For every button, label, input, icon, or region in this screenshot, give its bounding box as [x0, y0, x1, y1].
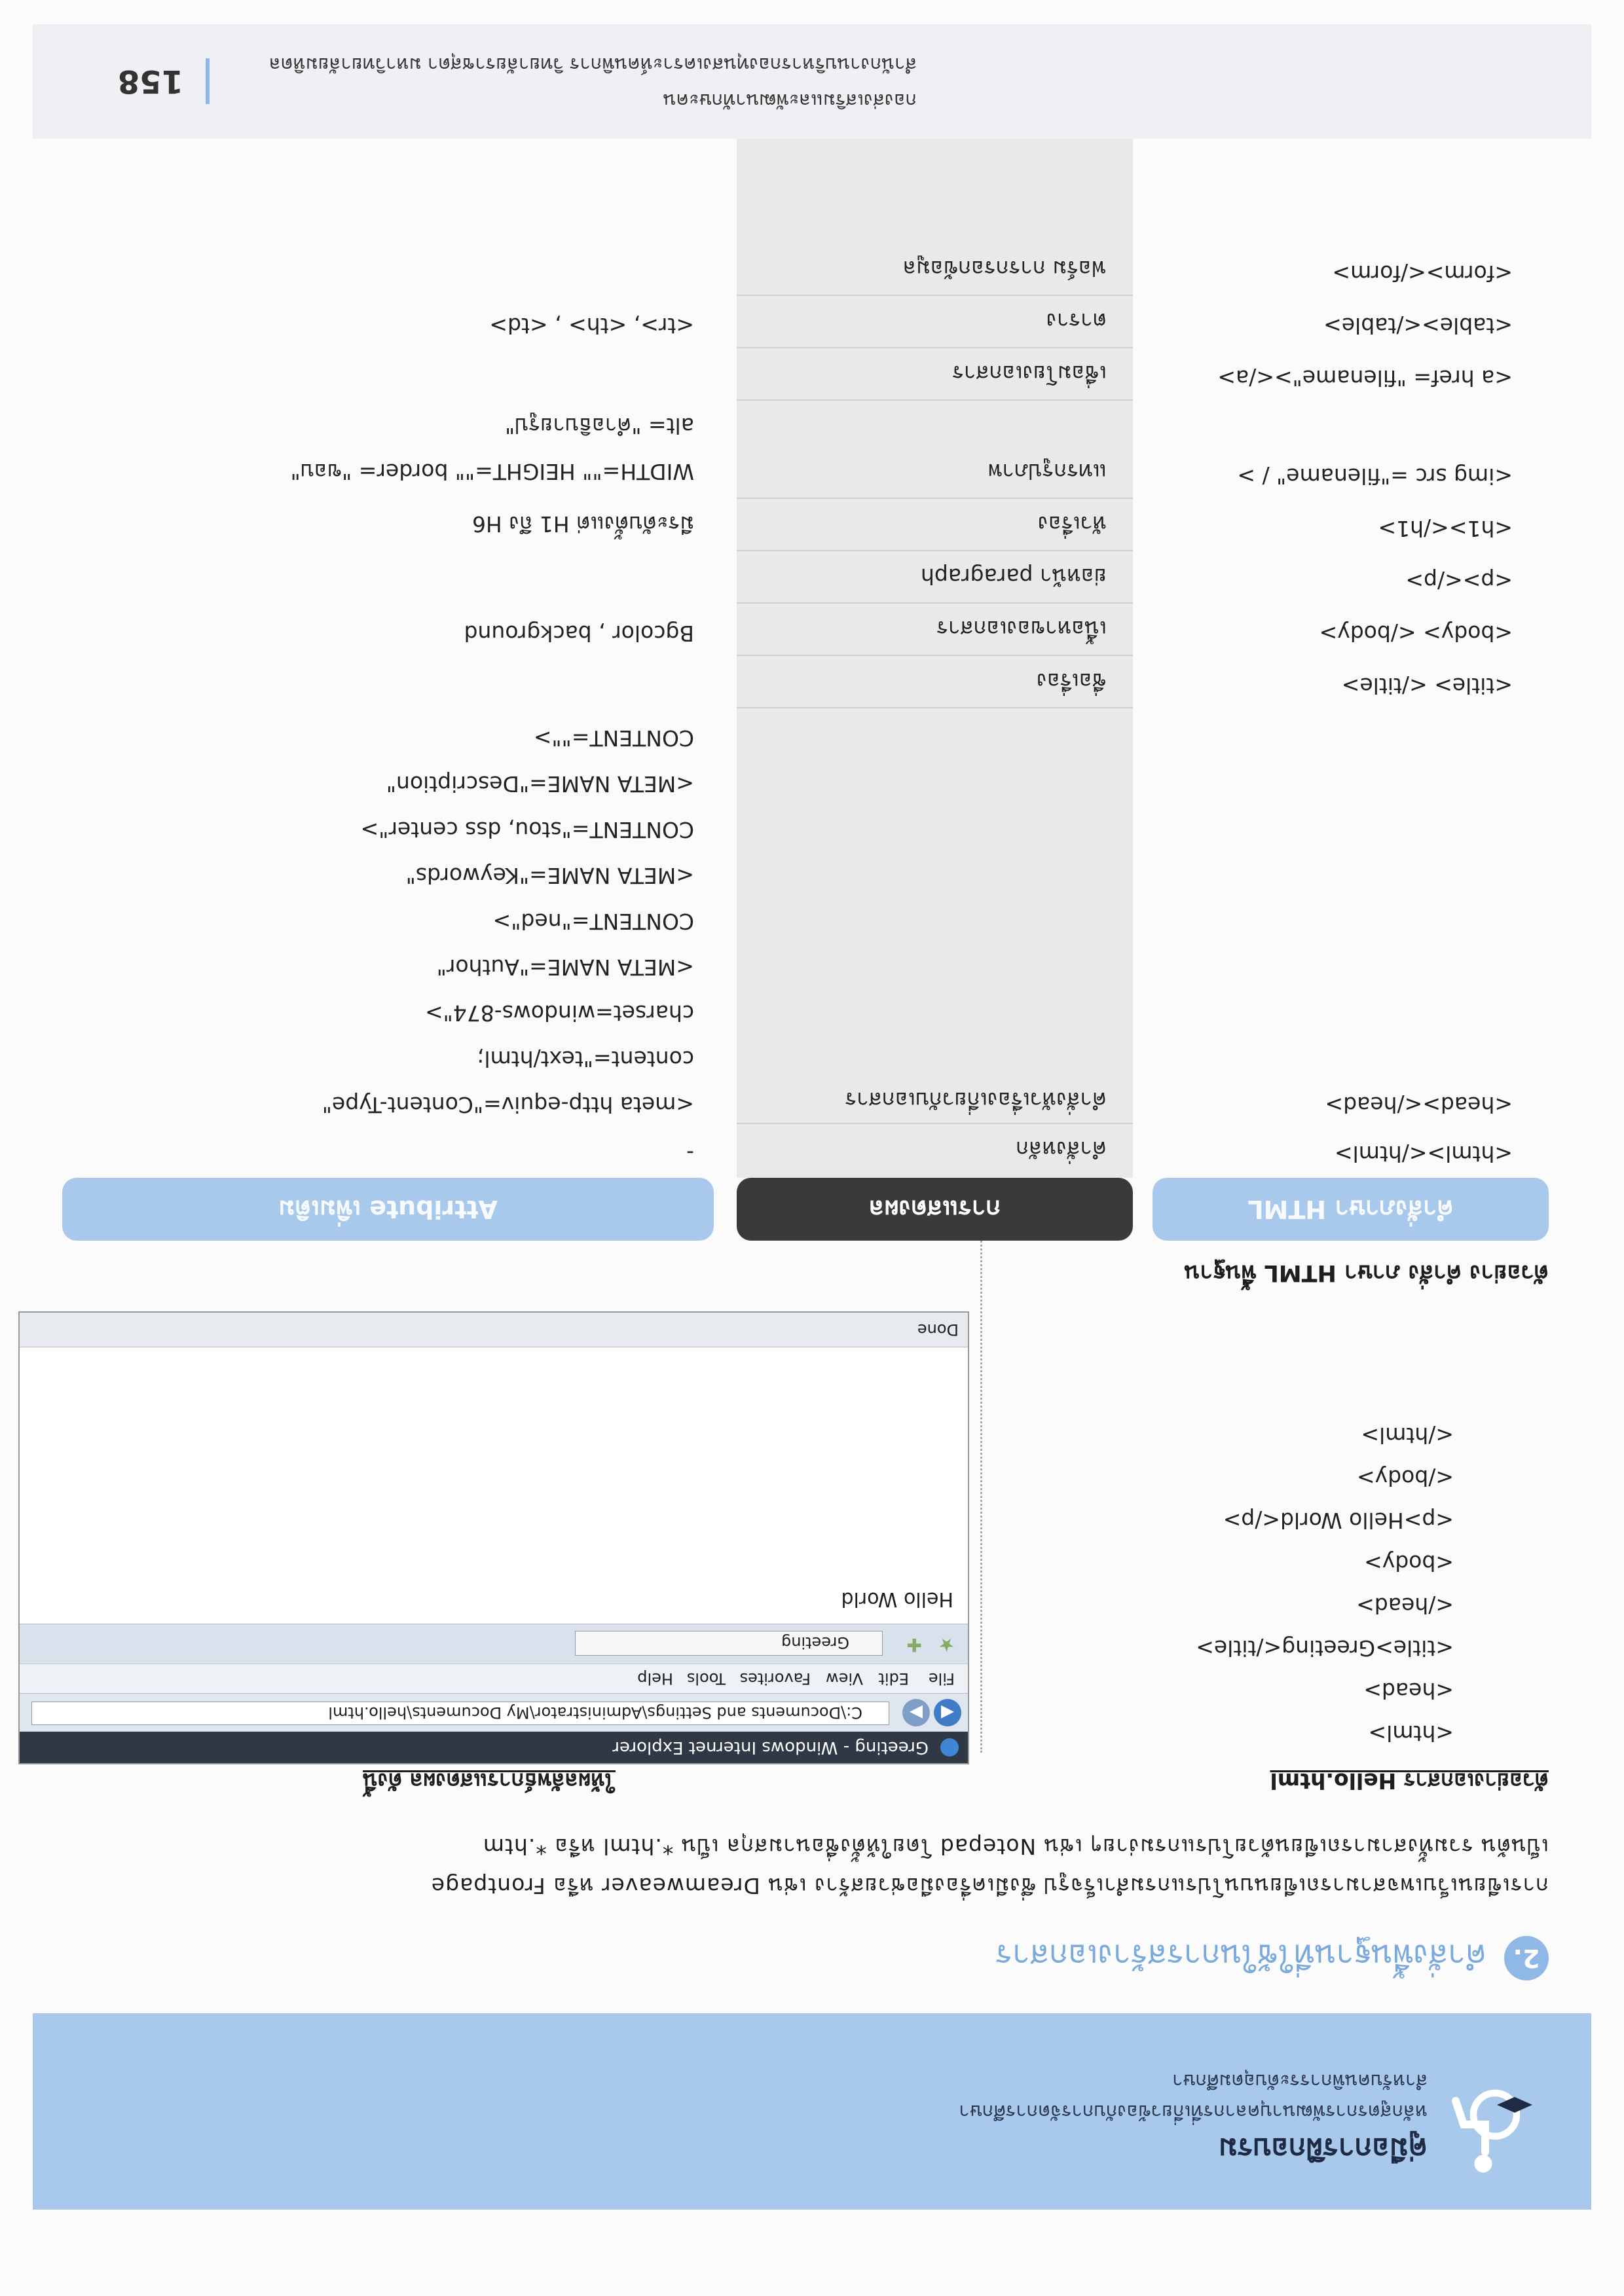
- code-line: <p>Hello World</p>: [1223, 1508, 1454, 1533]
- table-cell-attribute: <tr>, <th> , <td>: [489, 313, 694, 338]
- menu-file[interactable]: File: [928, 1669, 955, 1688]
- address-row: [20, 1693, 968, 1732]
- footer-org-line: กองส่งเสริมและพัฒนาทักษะคน: [663, 90, 917, 112]
- table-cell-command: <form></form>: [1332, 261, 1513, 286]
- table-cell-command: <head></head>: [1325, 1092, 1513, 1118]
- header-attribute: Attribute เพิ่มเติม: [62, 1178, 714, 1241]
- code-line: </head>: [1356, 1593, 1454, 1618]
- table-title: ตัวอย่าง คำสั่ง ภาษา HTML พื้นฐาน: [1184, 1260, 1549, 1286]
- window-title: Greeting - Windows Internet Explorer: [612, 1738, 929, 1757]
- table-cell-attribute: <META NAME="Author": [436, 955, 694, 980]
- code-line: <html>: [1368, 1721, 1454, 1746]
- wheelchair-graduate-icon: [1444, 2083, 1542, 2181]
- footer-accent-bar: [206, 58, 210, 104]
- table-cell-attribute: Bgcolor , background: [464, 621, 694, 646]
- header-html-command: คำสั่งภาษา HTML: [1153, 1178, 1549, 1241]
- browser-title-bar: [20, 1732, 968, 1763]
- display-column-background: [737, 137, 1133, 1178]
- add-favorite-icon[interactable]: ✚: [906, 1634, 922, 1656]
- status-text: Done: [917, 1321, 959, 1339]
- audience-line: สำหรับคนพิการระดับอุดมศึกษา: [1172, 2070, 1428, 2092]
- menu-edit[interactable]: Edit: [878, 1669, 909, 1688]
- favorites-star-icon[interactable]: ★: [938, 1634, 955, 1656]
- table-cell-display: ตาราง: [1046, 308, 1107, 334]
- table-cell-command: <html></html>: [1334, 1141, 1513, 1167]
- table-cell-command: <title> </title>: [1341, 673, 1513, 699]
- browser-content: [20, 1349, 968, 1624]
- table-cell-attribute: -: [686, 1141, 694, 1167]
- intro-paragraph-line: เป็นต้น รวมทั้งสามารถเขียนด้วยโปรแกรมง่ายๆ เช่น Notepad โดยให้ตั้งชื่อนามสกุล เป็น *.html หรือ *.htm: [482, 1834, 1549, 1859]
- browser-window-screenshot: [18, 1311, 969, 1764]
- menu-help[interactable]: Help: [637, 1669, 673, 1688]
- table-cell-display: แทรกรูปภาพ: [987, 459, 1107, 484]
- row-divider: [737, 295, 1133, 296]
- code-line: </body>: [1356, 1465, 1454, 1491]
- section-number-badge: 2.: [1504, 1936, 1549, 1980]
- menu-bar: [20, 1664, 968, 1693]
- code-line: <title>Greeting</title>: [1196, 1635, 1454, 1661]
- table-cell-display: ชื่อเรื่อง: [1036, 668, 1107, 694]
- result-caption: ให้ผลลัพธ์การแสดงผล ดังนี้: [363, 1768, 616, 1794]
- table-cell-attribute: มีระดับตั้งแต่ H1 ถึง H6: [471, 511, 694, 537]
- table-cell-display: หัวเรื่อง: [1037, 511, 1107, 537]
- row-divider: [737, 347, 1133, 348]
- table-cell-display: เชื่อมโยงเอกสาร: [952, 361, 1107, 386]
- footer-org-line: สำนักงานบริหารกองทุนสงเคราะห์คนพิการ วิทยาลัยราชสุดา มหาวิทยาลัยมหิดล: [268, 54, 917, 76]
- address-bar[interactable]: C:\Documents and Settings\Administrator\My Documents\hello.html: [31, 1702, 889, 1725]
- table-cell-command: <a href= "filename"></a>: [1217, 365, 1513, 391]
- table-cell-display: คำสั่งหัวเรื่องเกี่ยวกับเอกสาร: [845, 1087, 1107, 1113]
- row-divider: [737, 550, 1133, 551]
- table-cell-attribute: CONTENT="">: [533, 725, 694, 751]
- table-cell-attribute: CONTENT="ned">: [492, 909, 694, 934]
- code-line: </html>: [1361, 1423, 1454, 1448]
- page-number: 158: [117, 63, 183, 100]
- tab-row: [20, 1624, 968, 1664]
- table-cell-display: ย่อหน้า paragraph: [920, 564, 1107, 589]
- table-cell-display: ฟอร์ม การกรอกข้อมูล: [902, 256, 1107, 282]
- table-cell-attribute: <META NAME="Keywords": [405, 863, 694, 888]
- ie-logo-icon: [940, 1738, 959, 1757]
- table-cell-attribute: charset=windows-874">: [424, 1000, 694, 1026]
- row-divider: [737, 1123, 1133, 1124]
- column-divider: [980, 1229, 982, 1753]
- header-display: การแสดงผล: [737, 1178, 1133, 1241]
- row-divider: [737, 655, 1133, 656]
- menu-favorites[interactable]: Favorites: [739, 1669, 811, 1688]
- back-arrow-icon[interactable]: ◀: [934, 1699, 961, 1726]
- table-cell-command: <h1></h1>: [1378, 516, 1513, 541]
- table-cell-attribute: CONTENT="stou, dss center">: [360, 817, 694, 843]
- tab-greeting[interactable]: Greeting: [575, 1631, 883, 1656]
- table-cell-attribute: <meta http-equiv="Content-Type": [322, 1092, 694, 1118]
- curriculum-line: หลักสูตรการพัฒนาบุคลากรที่เกี่ยวข้องกับการจัดการศึกษา: [959, 2101, 1428, 2123]
- table-cell-attribute: WIDTH="" HEIGHT="" border= "ขอบ": [290, 459, 694, 484]
- code-line: <body>: [1364, 1550, 1454, 1576]
- table-cell-attribute: content="text/html;: [477, 1046, 694, 1072]
- section-title: คำสั่งพื้นฐานที่ใช้ในการสร้างเอกสาร: [995, 1937, 1486, 1974]
- row-divider: [737, 399, 1133, 401]
- forward-arrow-icon[interactable]: ▶: [902, 1699, 930, 1726]
- row-divider: [737, 498, 1133, 499]
- menu-view[interactable]: View: [826, 1669, 863, 1688]
- page-text: Hello World: [841, 1588, 953, 1611]
- table-cell-attribute: <META NAME="Description": [386, 771, 694, 797]
- table-cell-command: <table></table>: [1323, 313, 1513, 338]
- table-cell-display: คำสั่งหลัก: [1016, 1137, 1107, 1162]
- table-cell-command: <body> </body>: [1319, 621, 1513, 646]
- code-example-caption: ตัวอย่างเอกสาร Hello.html: [1270, 1768, 1549, 1794]
- manual-title: คู่มือการฝึกอบรม: [1218, 2132, 1428, 2165]
- status-bar: [20, 1313, 968, 1347]
- row-divider: [737, 707, 1133, 708]
- code-line: <head>: [1363, 1678, 1454, 1704]
- table-cell-display: เนื้อหาของเอกสาร: [936, 616, 1107, 642]
- table-cell-command: <p></p>: [1405, 568, 1513, 594]
- row-divider: [737, 602, 1133, 604]
- footer-band: [33, 24, 1591, 139]
- menu-tools[interactable]: Tools: [686, 1669, 726, 1688]
- table-cell-attribute: alt= "คำอธิบายรูป": [505, 413, 694, 439]
- intro-paragraph-line: การเขียนเว็บเพจสามารถเขียนบนโปรแกรมสำเร็จรูป ซึ่งมีเครื่องมือช่วยสร้าง เช่น Dreamweaver หรือ Frontpage: [430, 1873, 1549, 1899]
- table-cell-command: <img src ="filename" / >: [1237, 464, 1513, 489]
